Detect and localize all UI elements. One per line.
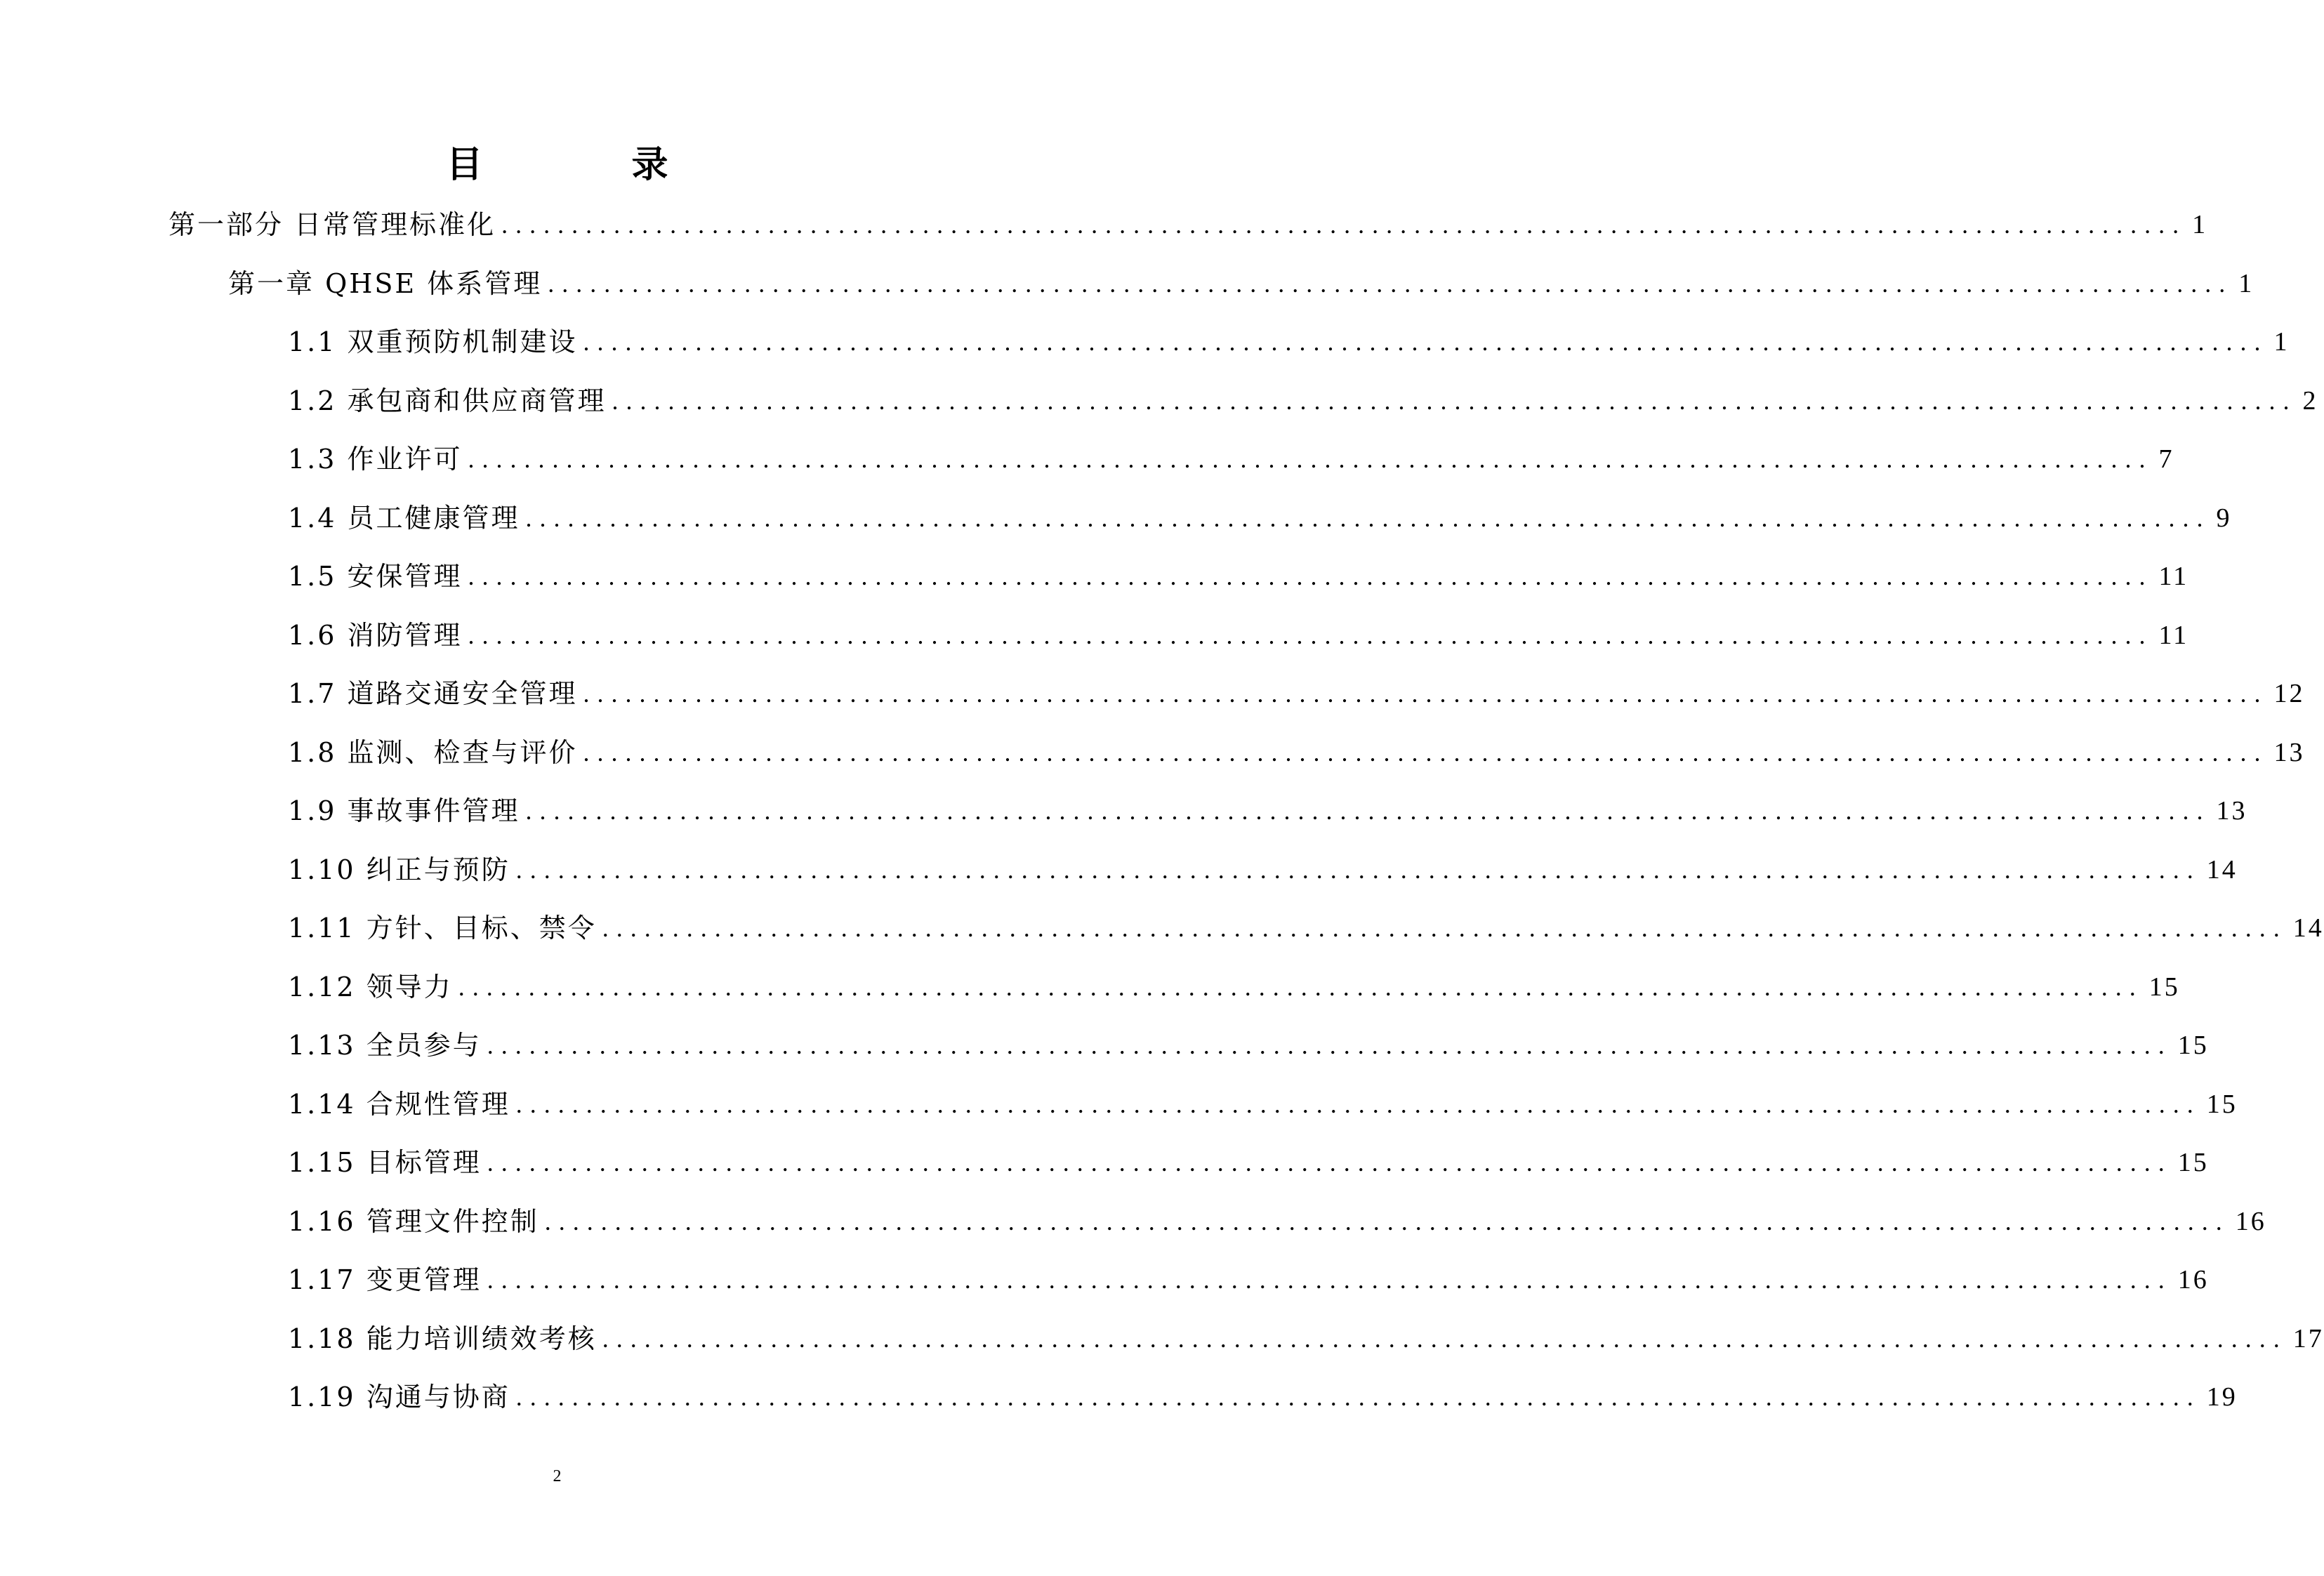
toc-dot-leader: ........................................................................................................................ (501, 211, 2187, 239)
toc-entry-label: 1.15 目标管理 (288, 1147, 482, 1178)
toc-entry[interactable] (288, 1024, 2209, 1066)
toc-entry-page: 13 (2273, 737, 2305, 767)
toc-entry-page: 15 (2148, 972, 2180, 1002)
toc-dot-leader: ........................................................................................................................ (612, 386, 2297, 415)
toc-entry[interactable] (228, 263, 2254, 305)
toc-dot-leader: ........................................................................................................................ (468, 445, 2153, 473)
toc-entry-page: 11 (2158, 620, 2189, 650)
toc-entry-label: 1.17 变更管理 (288, 1264, 482, 1295)
toc-dot-leader: ........................................................................................................................ (583, 680, 2269, 708)
toc-dot-leader: ........................................................................................................................ (548, 269, 2233, 298)
toc-entry-label: 第一部分 日常管理标准化 (169, 209, 496, 240)
toc-dot-leader: ........................................................................................................................ (544, 1207, 2230, 1236)
toc-entry-page: 1 (2273, 327, 2290, 357)
toc-dot-leader: ........................................................................................................................ (602, 914, 2287, 942)
toc-entry[interactable] (288, 614, 2189, 656)
toc-entry-label: 1.14 合规性管理 (288, 1088, 510, 1120)
toc-entry[interactable] (288, 555, 2189, 597)
toc-entry-label: 1.10 纠正与预防 (288, 854, 510, 885)
toc-entry[interactable] (288, 380, 2318, 422)
toc-entry-label: 1.11 方针、目标、禁令 (288, 913, 597, 943)
toc-entry-label: 1.5 安保管理 (288, 561, 463, 592)
toc-entry-label: 1.12 领导力 (288, 971, 453, 1002)
toc-entry-page: 17 (2292, 1323, 2324, 1353)
toc-entry-label: 1.3 作业许可 (288, 444, 463, 475)
toc-entry-page: 15 (2177, 1031, 2209, 1060)
toc-entry-page: 15 (2177, 1148, 2209, 1177)
toc-entry-label: 1.7 道路交通安全管理 (288, 678, 578, 709)
toc-entry-page: 16 (2177, 1265, 2209, 1294)
toc-entry-label: 1.4 员工健康管理 (288, 502, 520, 534)
toc-entry-label: 1.13 全员参与 (288, 1030, 482, 1061)
toc-entry-page: 15 (2206, 1089, 2238, 1119)
toc-dot-leader: ........................................................................................................................ (468, 562, 2153, 590)
toc-entry[interactable] (169, 204, 2208, 246)
toc-entry-label: 1.18 能力培训绩效考核 (288, 1323, 597, 1354)
toc-entry[interactable] (288, 1259, 2209, 1301)
toc-entry[interactable] (288, 1200, 2266, 1243)
toc-entry-label: 1.16 管理文件控制 (288, 1205, 539, 1237)
toc-dot-leader: ........................................................................................................................ (487, 1031, 2172, 1059)
toc-entry[interactable] (288, 438, 2174, 480)
toc-entry-label: 1.19 沟通与协商 (288, 1382, 510, 1412)
toc-entry[interactable] (288, 673, 2305, 715)
toc-entry-page: 9 (2216, 503, 2232, 533)
toc-entry-page: 19 (2206, 1382, 2238, 1412)
toc-entry-page: 2 (2302, 385, 2318, 416)
toc-entry-label: 1.1 双重预防机制建设 (288, 326, 578, 357)
toc-entry-page: 14 (2206, 854, 2238, 885)
toc-entry[interactable] (288, 849, 2238, 891)
toc-entry-page: 13 (2216, 796, 2247, 826)
toc-dot-leader: ........................................................................................................................ (583, 328, 2269, 356)
toc-entry-page: 16 (2235, 1206, 2266, 1236)
toc-dot-leader: ........................................................................................................................ (458, 972, 2144, 1001)
toc-entry[interactable] (288, 907, 2324, 949)
toc-dot-leader: ........................................................................................................................ (487, 1148, 2172, 1177)
toc-entry[interactable] (288, 321, 2290, 363)
toc-entry[interactable] (288, 966, 2180, 1008)
toc-dot-leader: ........................................................................................................................ (515, 1383, 2201, 1411)
toc-entry-page: 7 (2158, 444, 2174, 474)
toc-entry[interactable] (288, 1376, 2238, 1418)
toc-dot-leader: ........................................................................................................................ (515, 855, 2201, 884)
toc-entry[interactable] (288, 731, 2305, 774)
toc-entry-label: 1.6 消防管理 (288, 619, 463, 651)
toc-entry[interactable] (288, 497, 2232, 539)
toc-entry-page: 12 (2273, 679, 2305, 708)
toc-entry-page: 1 (2238, 268, 2254, 298)
toc-entry[interactable] (288, 1318, 2324, 1360)
toc-entry-label: 1.2 承包商和供应商管理 (288, 385, 607, 416)
toc-dot-leader: ........................................................................................................................ (602, 1324, 2287, 1353)
toc-dot-leader: ........................................................................................................................ (468, 621, 2153, 649)
toc-entry[interactable] (288, 790, 2247, 832)
toc-entry-label: 1.9 事故事件管理 (288, 795, 520, 826)
toc-dot-leader: ........................................................................................................................ (525, 797, 2211, 825)
toc-dot-leader: ........................................................................................................................ (583, 738, 2269, 767)
toc-dot-leader: ........................................................................................................................ (487, 1266, 2172, 1294)
toc-dot-leader: ........................................................................................................................ (525, 503, 2211, 532)
toc-entry[interactable] (288, 1083, 2238, 1125)
toc-entry-page: 14 (2292, 913, 2324, 943)
toc-entry-label: 第一章 QHSE 体系管理 (228, 267, 543, 299)
toc-entry-page: 1 (2192, 210, 2208, 239)
toc-entry-page: 11 (2158, 562, 2189, 591)
toc-title: 目 录 (446, 143, 725, 186)
toc-entry[interactable] (288, 1141, 2209, 1184)
toc-dot-leader: ........................................................................................................................ (515, 1090, 2201, 1118)
toc-entry-label: 1.8 监测、检查与评价 (288, 736, 578, 768)
page-number: 2 (553, 1467, 562, 1485)
